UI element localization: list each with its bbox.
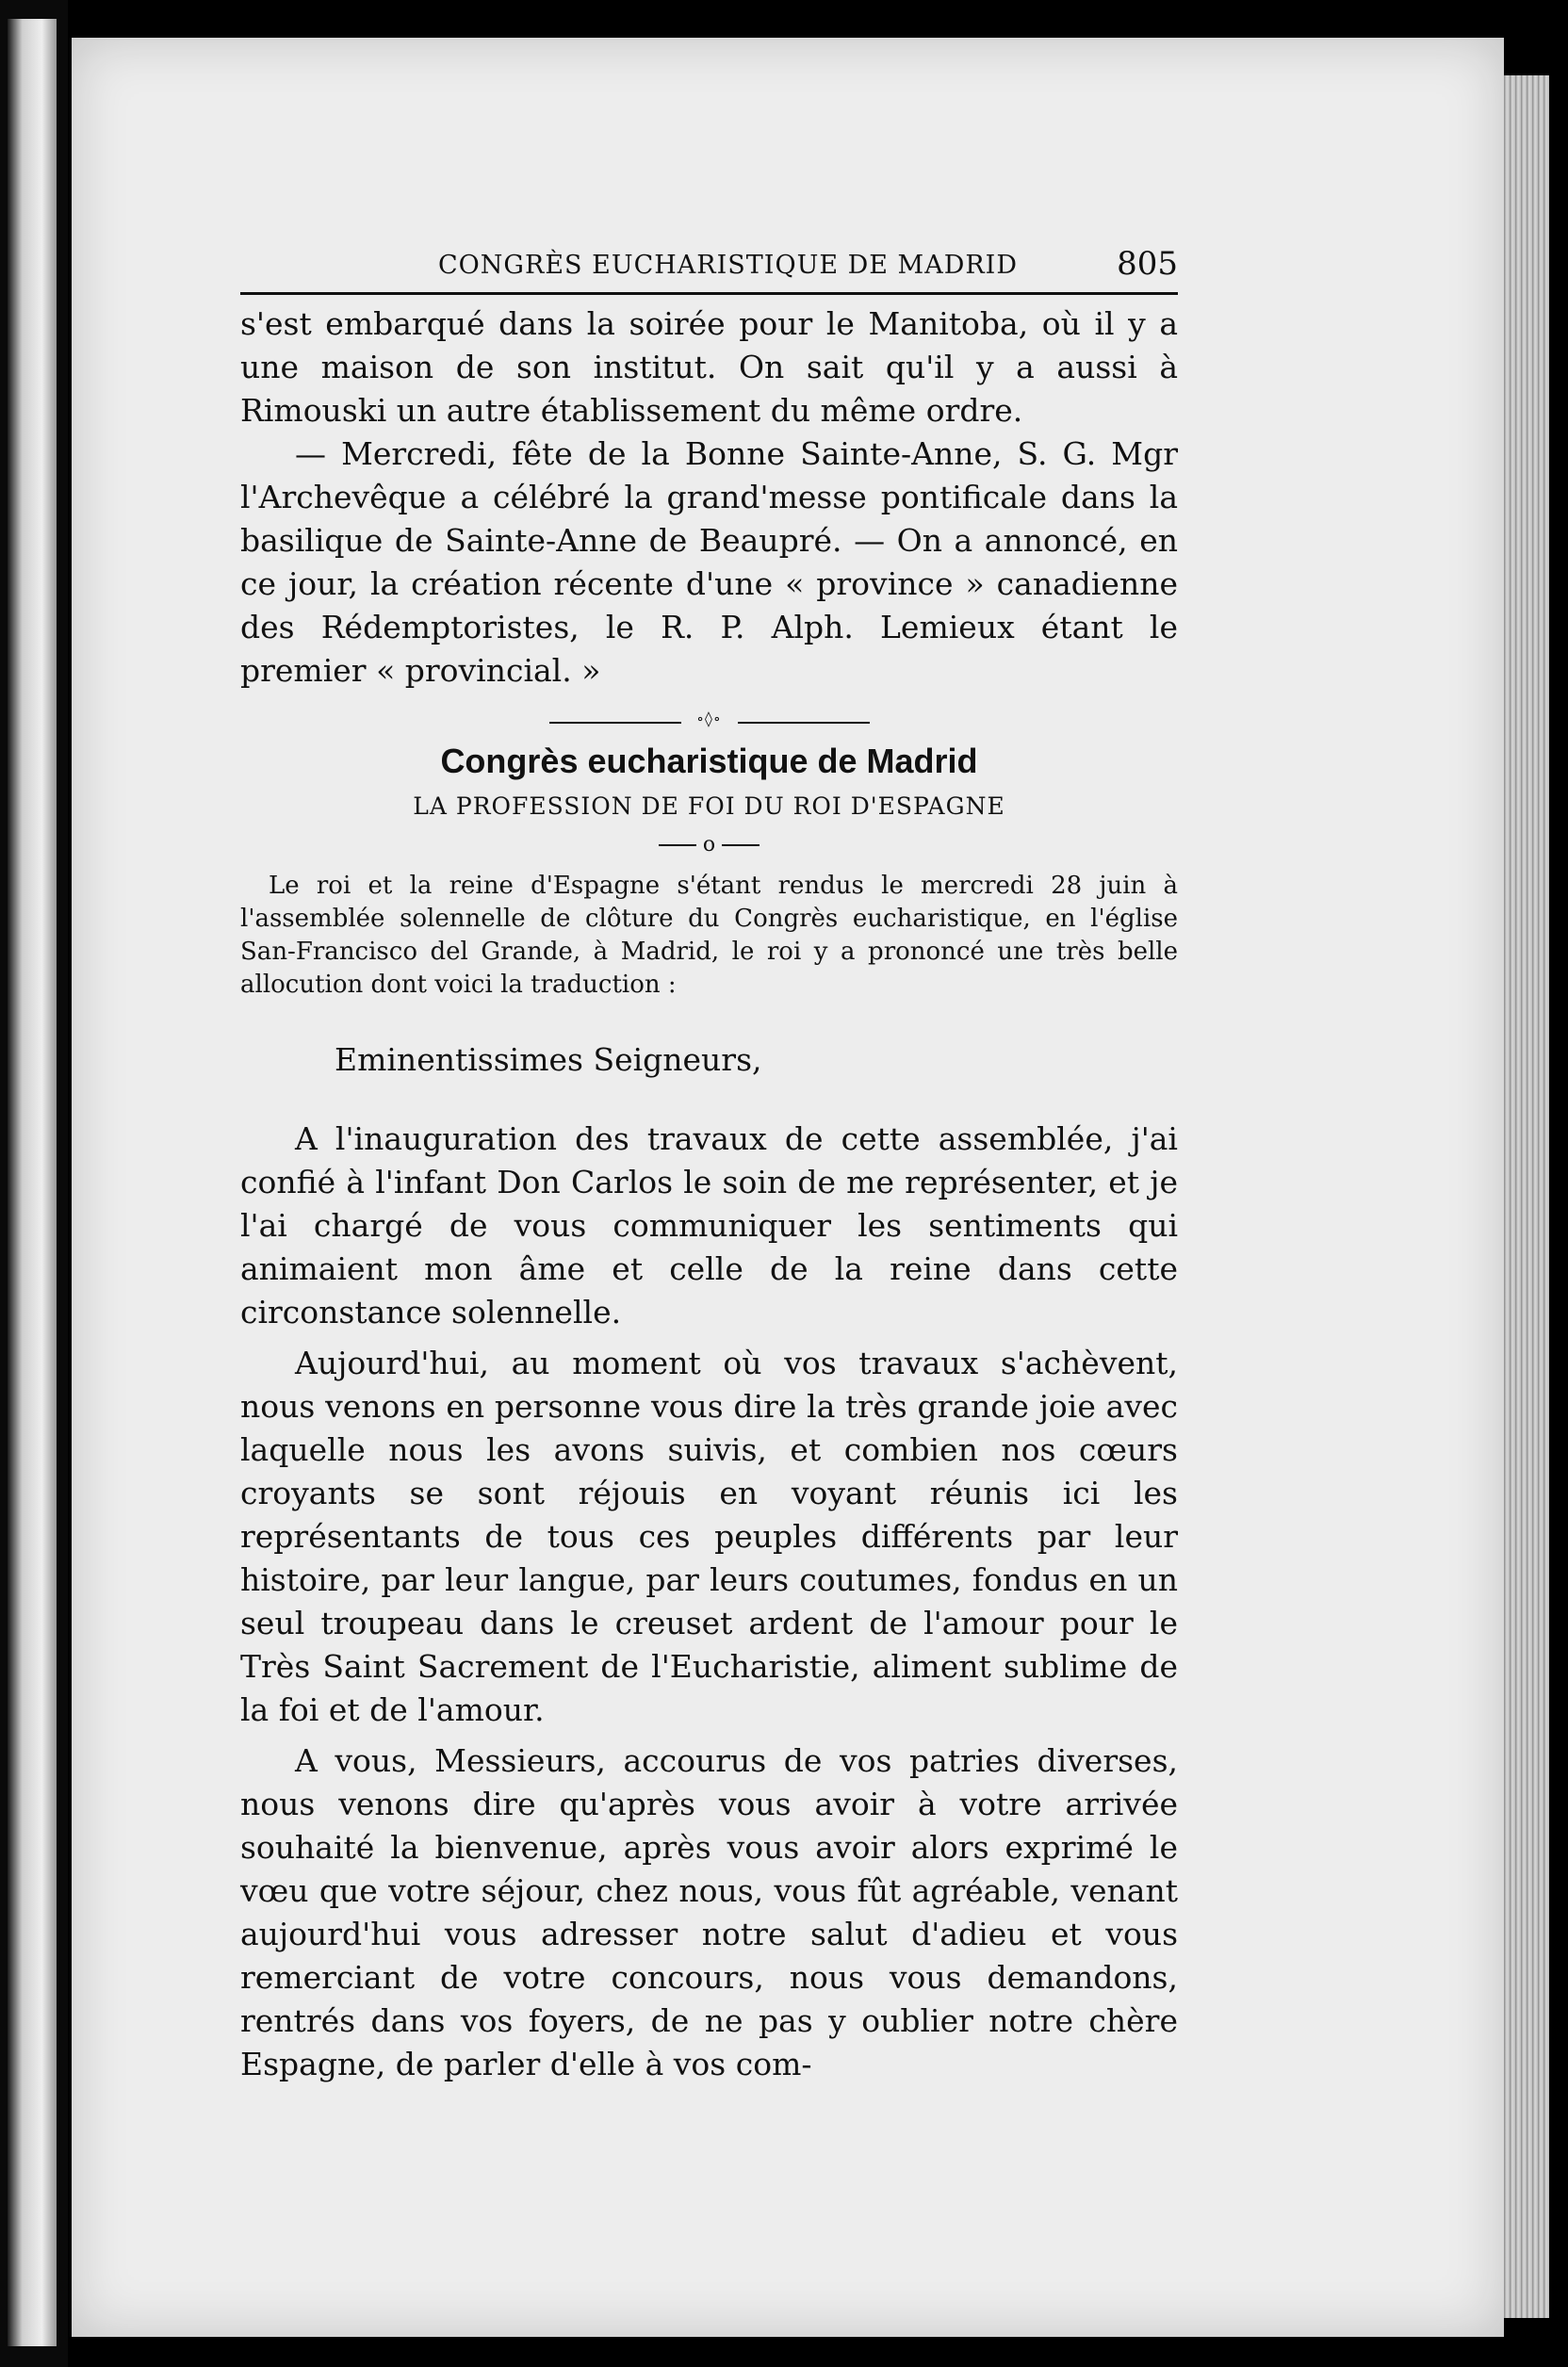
ornamental-rule: [549, 710, 870, 727]
paragraph-continued: s'est embarqué dans la soirée pour le Manitoba, où il y a une maison de son institut. On sait qu'il y a aussi à Rimouski un autre établissement du même ordre.: [240, 305, 1178, 429]
ornament-knot: ∘◊∘: [696, 710, 722, 727]
page-number: 805: [1117, 245, 1178, 283]
running-head: [240, 245, 1178, 295]
page-stack-edge: [1504, 75, 1549, 2318]
separator-mark: o: [702, 833, 716, 857]
section-title: Congrès eucharistique de Madrid: [440, 742, 978, 780]
running-head-title: CONGRÈS EUCHARISTIQUE DE MADRID: [438, 251, 1018, 280]
speech-paragraph: A l'inauguration des travaux de cette assemblée, j'ai confié à l'infant Don Carlos le soin de me représenter, et je l'ai chargé de vous communiquer les sentiments qui animaient mon âme et celle de la reine dans cette circonstance solennelle.: [240, 1120, 1178, 1330]
previous-page-edge: [8, 19, 57, 2346]
page-text-block: [240, 245, 1178, 2086]
intro-note: Le roi et la reine d'Espagne s'étant rendus le mercredi 28 juin à l'assemblée solennelle de clôture du Congrès eucharistique, en l'église San-Francisco del Grande, à Madrid, le roi y a prononcé une très belle allocution dont voici la traduction :: [240, 872, 1178, 999]
salutation: Eminentissimes Seigneurs,: [335, 1041, 762, 1078]
section-subtitle: LA PROFESSION DE FOI DU ROI D'ESPAGNE: [413, 792, 1005, 820]
speech-paragraph: Aujourd'hui, au moment où vos travaux s'achèvent, nous venons en personne vous dire la très grande joie avec laquelle nous les avons suivis, et combien nos cœurs croyants se sont réjouis en voyant réunis ici les représentants de tous ces peuples différents par leur histoire, par leur langue, par leurs coutumes, fondus en un seul troupeau dans le creuset ardent de l'amour pour le Très Saint Sacrement de l'Eucharistie, aliment sublime de la foi et de l'amour.: [240, 1345, 1178, 1728]
paragraph-sainte-anne: — Mercredi, fête de la Bonne Sainte-Anne, S. G. Mgr l'Archevêque a célébré la grand'messe pontificale dans la basilique de Sainte-Anne de Beaupré. — On a annoncé, en ce jour, la création récente d'une « province » canadienne des Rédemptoristes, le R. P. Alph. Lemieux étant le premier « provincial. »: [240, 435, 1178, 689]
speech-paragraph: A vous, Messieurs, accourus de vos patries diverses, nous venons dire qu'après vous avoir à votre arrivée souhaité la bienvenue, après vous avoir alors exprimé le vœu que votre séjour, chez nous, vous fût agréable, venant aujourd'hui vous adresser notre salut d'adieu et vous remerciant de votre concours, nous vous demandons, rentrés dans vos foyers, de ne pas y oublier notre chère Espagne, de parler d'elle à vos com-: [240, 1742, 1178, 2082]
small-separator: [240, 833, 1178, 857]
